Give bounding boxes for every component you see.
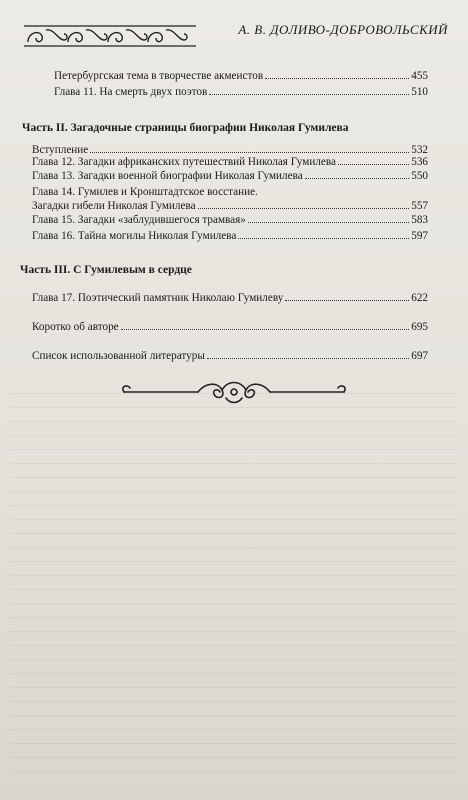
- toc-page-number: 455: [411, 70, 428, 82]
- leader-dots: [209, 94, 409, 95]
- toc-page-number: 697: [411, 350, 428, 362]
- toc-entry-title: Загадки гибели Николая Гумилева: [32, 200, 196, 212]
- leader-dots: [198, 208, 410, 209]
- toc-page-number: 532: [411, 144, 428, 156]
- decorative-meander-icon: [24, 22, 196, 50]
- toc-entry-title-line1[interactable]: Глава 14. Гумилев и Кронштадтское восстание.: [32, 186, 258, 198]
- toc-page-number: 550: [411, 170, 428, 182]
- running-head: А. В. ДОЛИВО-ДОБРОВОЛЬСКИЙ: [238, 22, 448, 37]
- toc-entry-title: Глава 13. Загадки военной биографии Николая Гумилева: [32, 170, 303, 182]
- toc-entry[interactable]: [32, 144, 428, 156]
- toc-entry-title: Коротко об авторе: [32, 321, 119, 333]
- leader-dots: [305, 178, 410, 179]
- toc-page-number: 695: [411, 321, 428, 333]
- toc-page-number: 583: [411, 214, 428, 226]
- toc-page-number: 622: [411, 292, 428, 304]
- leader-dots: [207, 358, 409, 359]
- toc-entry[interactable]: [54, 86, 428, 98]
- toc-entry-title: Петербургская тема в творчестве акмеистов: [54, 70, 264, 82]
- toc-entry[interactable]: [32, 350, 428, 362]
- leader-dots: [265, 78, 409, 79]
- toc-entry-title: Глава 12. Загадки африканских путешествий Николая Гумилева: [32, 156, 336, 168]
- toc-page-number: 597: [411, 230, 428, 242]
- toc-entry[interactable]: [32, 170, 428, 182]
- toc-entry-title: Глава 11. На смерть двух поэтов: [54, 86, 208, 98]
- toc-entry-title: Глава 16. Тайна могилы Николая Гумилева: [32, 230, 237, 242]
- leader-dots: [238, 238, 409, 239]
- leader-dots: [248, 222, 409, 223]
- toc-entry[interactable]: [32, 200, 428, 212]
- toc-entry[interactable]: [54, 70, 428, 82]
- toc-page-number: 536: [411, 156, 428, 168]
- leader-dots: [90, 152, 409, 153]
- toc-entry-title: Глава 17. Поэтический памятник Николаю Гумилеву: [32, 292, 284, 304]
- toc-entry-title: Вступление: [32, 144, 89, 156]
- toc-entry[interactable]: [32, 230, 428, 242]
- toc-entry[interactable]: [32, 321, 428, 333]
- leader-dots: [121, 329, 410, 330]
- toc-entry-title: Глава 15. Загадки «заблудившегося трамвая»: [32, 214, 246, 226]
- part-title[interactable]: Часть III. С Гумилевым в сердце: [20, 264, 192, 276]
- toc-entry[interactable]: [32, 156, 428, 168]
- leader-dots: [338, 164, 409, 165]
- toc-entry-title: Список использованной литературы: [32, 350, 205, 362]
- toc-entry[interactable]: [32, 292, 428, 304]
- toc-page-number: 510: [411, 86, 428, 98]
- part-title[interactable]: Часть II. Загадочные страницы биографии Николая Гумилева: [22, 122, 349, 134]
- leader-dots: [285, 300, 409, 301]
- bleed-through-text: [10, 380, 456, 780]
- decorative-scroll-icon: [118, 378, 350, 406]
- toc-entry[interactable]: [32, 214, 428, 226]
- toc-page-number: 557: [411, 200, 428, 212]
- page-header: [20, 22, 448, 52]
